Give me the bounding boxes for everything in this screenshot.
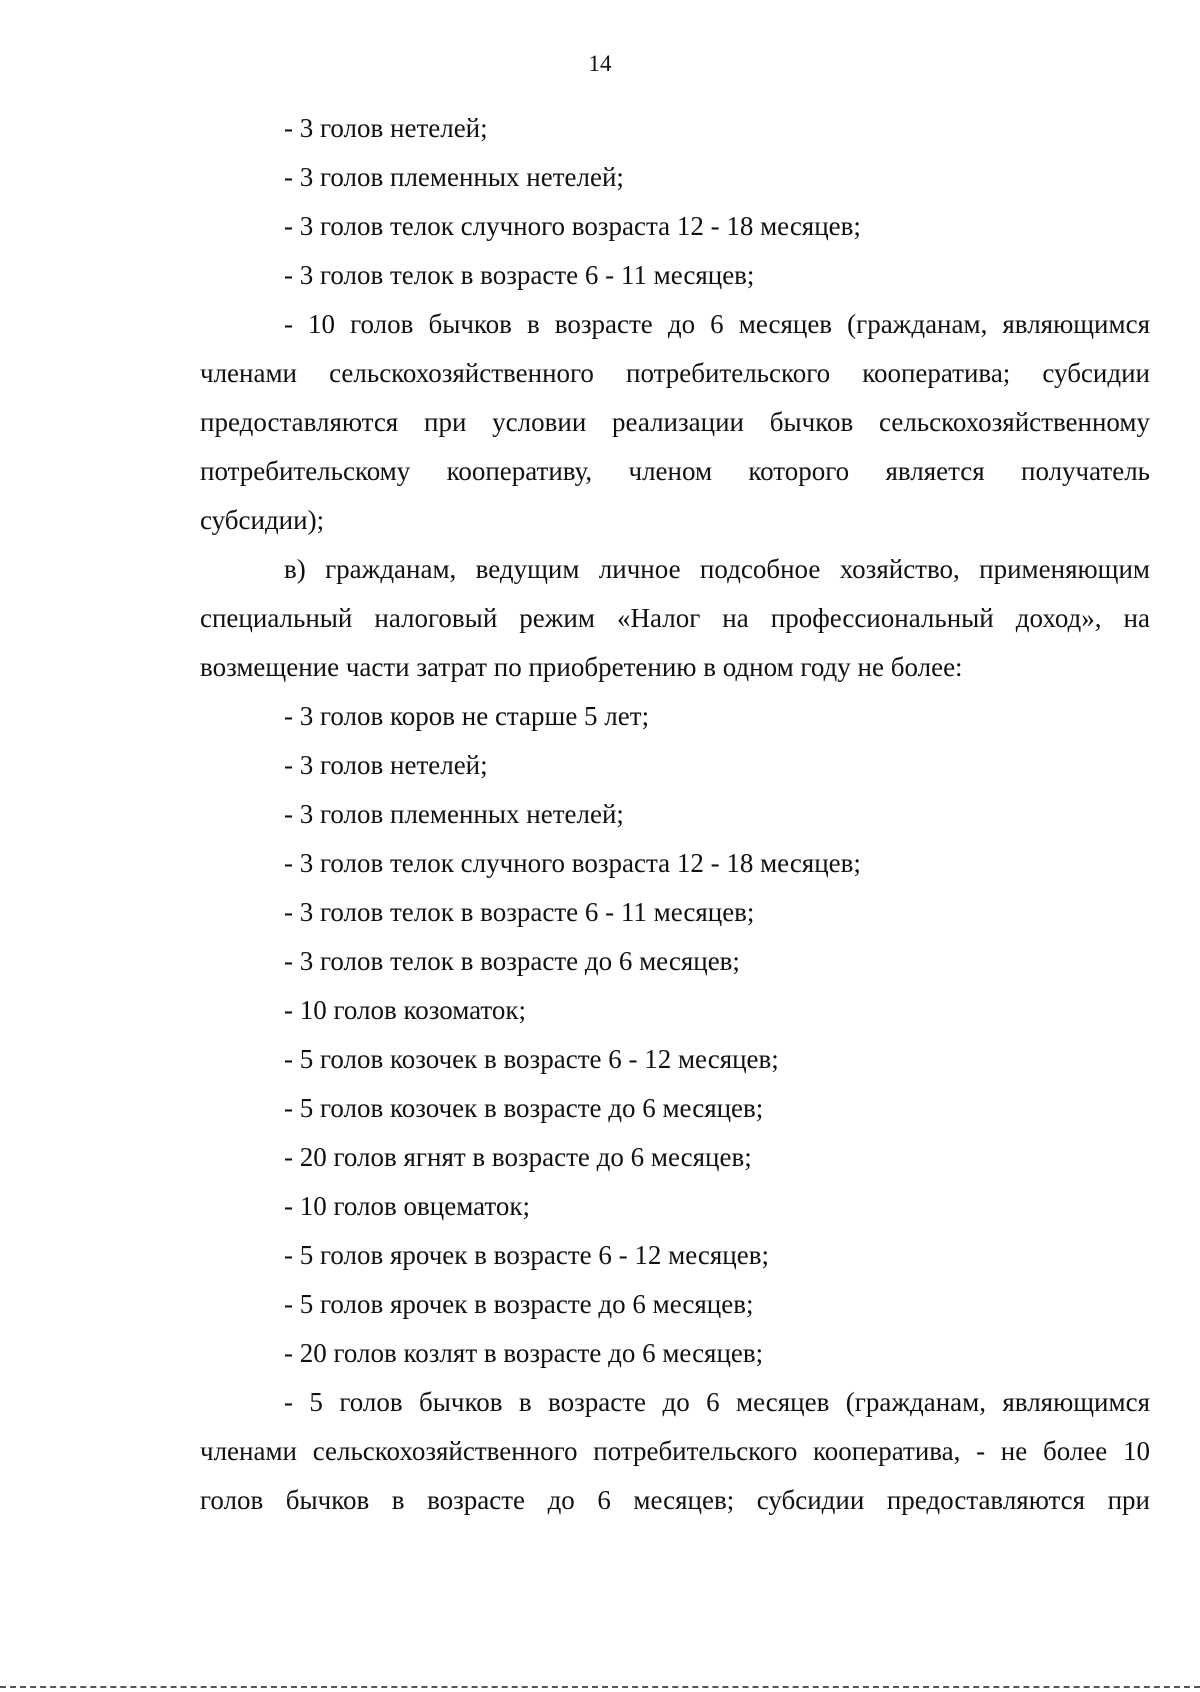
- paragraph-line: в) гражданам, ведущим личное подсобное хозяйство, применяющим: [284, 554, 1150, 584]
- paragraph-line: членами сельскохозяйственного потребительского кооператива; субсидии: [200, 358, 1150, 388]
- list-item: - 20 голов ягнят в возрасте до 6 месяцев;: [284, 1142, 752, 1172]
- list-item: - 3 голов нетелей;: [284, 750, 488, 780]
- document-body: [200, 104, 1150, 1525]
- page-number: 14: [588, 51, 612, 76]
- list-item: - 3 голов коров не старше 5 лет;: [284, 701, 650, 731]
- list-item: - 3 голов телок в возрасте до 6 месяцев;: [284, 946, 740, 976]
- list-item: - 3 голов племенных нетелей;: [284, 799, 624, 829]
- list-item: - 20 голов козлят в возрасте до 6 месяцев;: [284, 1338, 764, 1368]
- list-item: - 5 голов ярочек в возрасте до 6 месяцев;: [284, 1289, 754, 1319]
- list-item: - 5 голов козочек в возрасте до 6 месяцев;: [284, 1093, 764, 1123]
- list-item: - 3 голов нетелей;: [284, 113, 488, 143]
- paragraph-line: - 5 голов бычков в возрасте до 6 месяцев (гражданам, являющимся: [284, 1387, 1150, 1417]
- list-item: - 3 голов телок в возрасте 6 - 11 месяцев;: [284, 260, 755, 290]
- list-item: - 3 голов телок случного возраста 12 - 18 месяцев;: [284, 211, 861, 241]
- paragraph-line: - 10 голов бычков в возрасте до 6 месяцев (гражданам, являющимся: [284, 309, 1150, 339]
- list-item: - 3 голов телок в возрасте 6 - 11 месяцев;: [284, 897, 755, 927]
- list-item: - 3 голов телок случного возраста 12 - 18 месяцев;: [284, 848, 861, 878]
- paragraph-line: специальный налоговый режим «Налог на профессиональный доход», на: [200, 603, 1150, 633]
- list-item: - 5 голов козочек в возрасте 6 - 12 месяцев;: [284, 1044, 779, 1074]
- paragraph-line: членами сельскохозяйственного потребительского кооператива, - не более 10: [200, 1436, 1150, 1466]
- paragraph-line: предоставляются при условии реализации бычков сельскохозяйственному: [200, 407, 1150, 437]
- list-item: - 3 голов племенных нетелей;: [284, 162, 624, 192]
- list-item: - 10 голов козоматок;: [284, 995, 526, 1025]
- paragraph-line: голов бычков в возрасте до 6 месяцев; субсидии предоставляются при: [200, 1485, 1150, 1515]
- list-item: - 10 голов овцематок;: [284, 1191, 530, 1221]
- paragraph-line: субсидии);: [200, 505, 325, 535]
- list-item: - 5 голов ярочек в возрасте 6 - 12 месяцев;: [284, 1240, 769, 1270]
- paragraph-line: возмещение части затрат по приобретению в одном году не более:: [200, 652, 963, 682]
- paragraph-line: потребительскому кооперативу, членом которого является получатель: [200, 456, 1150, 486]
- scan-edge-divider: [0, 1686, 1200, 1688]
